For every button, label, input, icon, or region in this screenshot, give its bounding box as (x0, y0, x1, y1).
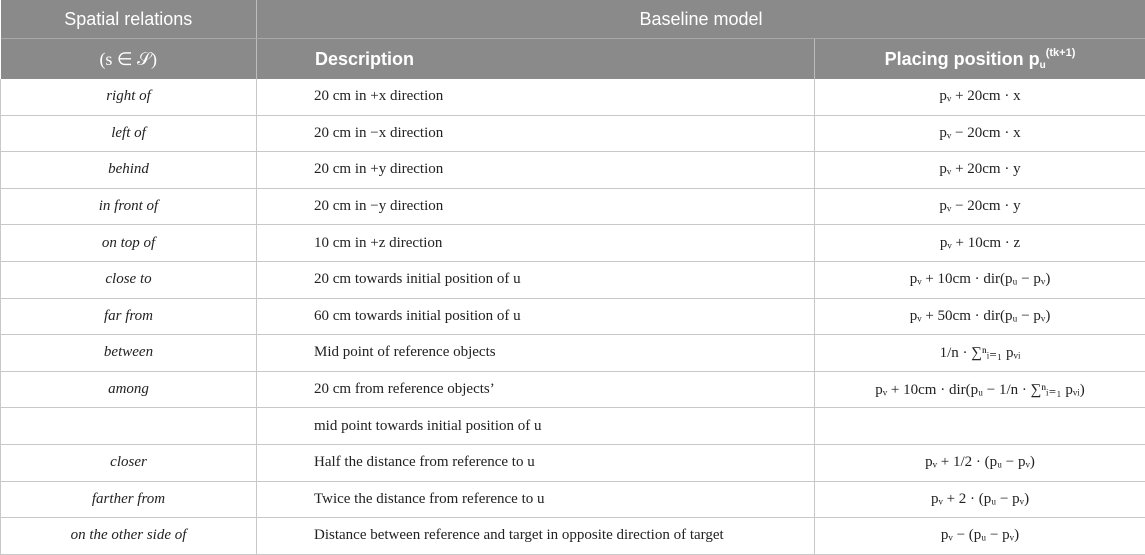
placing-cell: pᵥ − 20cm · x (815, 115, 1145, 152)
table-row (1, 444, 1145, 481)
table-row (1, 79, 1145, 115)
relation-cell: among (1, 371, 257, 408)
description-cell: 20 cm from reference objects’ (257, 371, 815, 408)
placing-cell: pᵥ + 2 · (pᵤ − pᵥ) (815, 481, 1145, 518)
table-row (1, 188, 1145, 225)
table-row (1, 152, 1145, 189)
header-placing-sub: u (1039, 60, 1046, 71)
relation-cell: in front of (1, 188, 257, 225)
table-row (1, 518, 1145, 555)
placing-cell: pᵥ − (pᵤ − pᵥ) (815, 518, 1145, 555)
relation-cell: closer (1, 444, 257, 481)
description-cell: Half the distance from reference to u (257, 444, 815, 481)
relation-cell: farther from (1, 481, 257, 518)
description-cell: Mid point of reference objects (257, 335, 815, 372)
relation-cell (1, 408, 257, 445)
description-cell: 20 cm in +y direction (257, 152, 815, 189)
placing-cell: pᵥ + 1/2 · (pᵤ − pᵥ) (815, 444, 1145, 481)
header-placing-position (815, 39, 1145, 80)
header-spatial-relations: Spatial relations (1, 0, 257, 39)
placing-cell: pᵥ + 10cm · dir(pᵤ − 1/n · ∑ⁿᵢ₌₁ pᵥᵢ) (815, 371, 1145, 408)
table-body (1, 79, 1145, 554)
placing-cell: 1/n · ∑ⁿᵢ₌₁ pᵥᵢ (815, 335, 1145, 372)
placing-cell (815, 408, 1145, 445)
table-row (1, 481, 1145, 518)
relation-cell: between (1, 335, 257, 372)
description-cell: Distance between reference and target in opposite direction of target (257, 518, 815, 555)
table-header (1, 0, 1145, 79)
placing-cell: pᵥ + 20cm · y (815, 152, 1145, 189)
header-relation-set: (s ∈ 𝒮) (1, 39, 257, 80)
table-row (1, 335, 1145, 372)
table-row (1, 261, 1145, 298)
description-cell: 20 cm in −x direction (257, 115, 815, 152)
description-cell: mid point towards initial position of u (257, 408, 815, 445)
header-placing-label: Placing position p (884, 49, 1040, 69)
table-row (1, 371, 1145, 408)
relation-cell: close to (1, 261, 257, 298)
header-description: Description (257, 39, 815, 80)
description-cell: 20 cm in −y direction (257, 188, 815, 225)
relation-cell: behind (1, 152, 257, 189)
header-baseline-model: Baseline model (257, 0, 1145, 39)
placing-cell: pᵥ + 10cm · z (815, 225, 1145, 262)
relation-cell: on the other side of (1, 518, 257, 555)
relation-cell: left of (1, 115, 257, 152)
table-row (1, 408, 1145, 445)
description-cell: Twice the distance from reference to u (257, 481, 815, 518)
description-cell: 60 cm towards initial position of u (257, 298, 815, 335)
placing-cell: pᵥ + 10cm · dir(pᵤ − pᵥ) (815, 261, 1145, 298)
table-row (1, 115, 1145, 152)
description-cell: 20 cm towards initial position of u (257, 261, 815, 298)
description-cell: 10 cm in +z direction (257, 225, 815, 262)
table-row (1, 298, 1145, 335)
relation-cell: on top of (1, 225, 257, 262)
header-placing-sup: (tk+1) (1045, 47, 1076, 59)
placing-cell: pᵥ + 50cm · dir(pᵤ − pᵥ) (815, 298, 1145, 335)
table-row (1, 225, 1145, 262)
relation-cell: right of (1, 79, 257, 115)
placing-cell: pᵥ + 20cm · x (815, 79, 1145, 115)
placing-cell: pᵥ − 20cm · y (815, 188, 1145, 225)
relation-cell: far from (1, 298, 257, 335)
description-cell: 20 cm in +x direction (257, 79, 815, 115)
